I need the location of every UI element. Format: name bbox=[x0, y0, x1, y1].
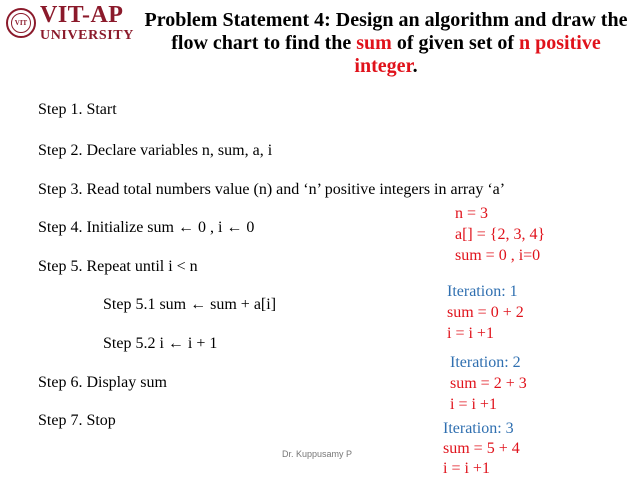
step-6: Step 6. Display sum bbox=[38, 374, 167, 391]
iteration-2-label: Iteration: 2 bbox=[450, 354, 521, 371]
step-5-1: Step 5.1 sum ← sum + a[i] bbox=[103, 296, 277, 313]
logo-name: VIT-AP bbox=[40, 2, 124, 28]
step-7: Step 7. Stop bbox=[38, 412, 116, 429]
iteration-3-label: Iteration: 3 bbox=[443, 420, 514, 437]
iteration-2-increment: i = i +1 bbox=[450, 396, 497, 413]
university-seal-icon: VIT bbox=[6, 8, 36, 38]
iteration-1-sum: sum = 0 + 2 bbox=[447, 304, 524, 321]
logo-subname: UNIVERSITY bbox=[40, 28, 134, 43]
iteration-3-increment: i = i +1 bbox=[443, 460, 490, 477]
iteration-2-sum: sum = 2 + 3 bbox=[450, 375, 527, 392]
step-2: Step 2. Declare variables n, sum, a, i bbox=[38, 142, 273, 159]
init-n: n = 3 bbox=[455, 205, 489, 222]
slide-footer-author: Dr. Kuppusamy P bbox=[282, 449, 353, 459]
university-logo bbox=[6, 2, 134, 48]
step-3: Step 3. Read total numbers value (n) and ‘n’ positive integers in array ‘a’ bbox=[38, 181, 506, 198]
step-5: Step 5. Repeat until i < n bbox=[38, 258, 198, 275]
slide-title: Problem Statement 4: Design an algorithm and draw the flow chart to find the sum of given set of n positive integer. bbox=[144, 9, 628, 77]
iteration-1-increment: i = i +1 bbox=[447, 325, 494, 342]
title-highlight-sum: sum bbox=[356, 32, 392, 54]
init-array: a[] = {2, 3, 4} bbox=[455, 226, 546, 243]
iteration-1-label: Iteration: 1 bbox=[447, 283, 518, 300]
iteration-3-sum: sum = 5 + 4 bbox=[443, 440, 520, 457]
title-highlight-n-positive: n positive integer bbox=[354, 32, 601, 77]
step-1: Step 1. Start bbox=[38, 101, 117, 118]
init-sum-i: sum = 0 , i=0 bbox=[455, 247, 541, 264]
step-5-2: Step 5.2 i ← i + 1 bbox=[103, 335, 218, 352]
step-4: Step 4. Initialize sum ← 0 , i ← 0 bbox=[38, 219, 255, 236]
